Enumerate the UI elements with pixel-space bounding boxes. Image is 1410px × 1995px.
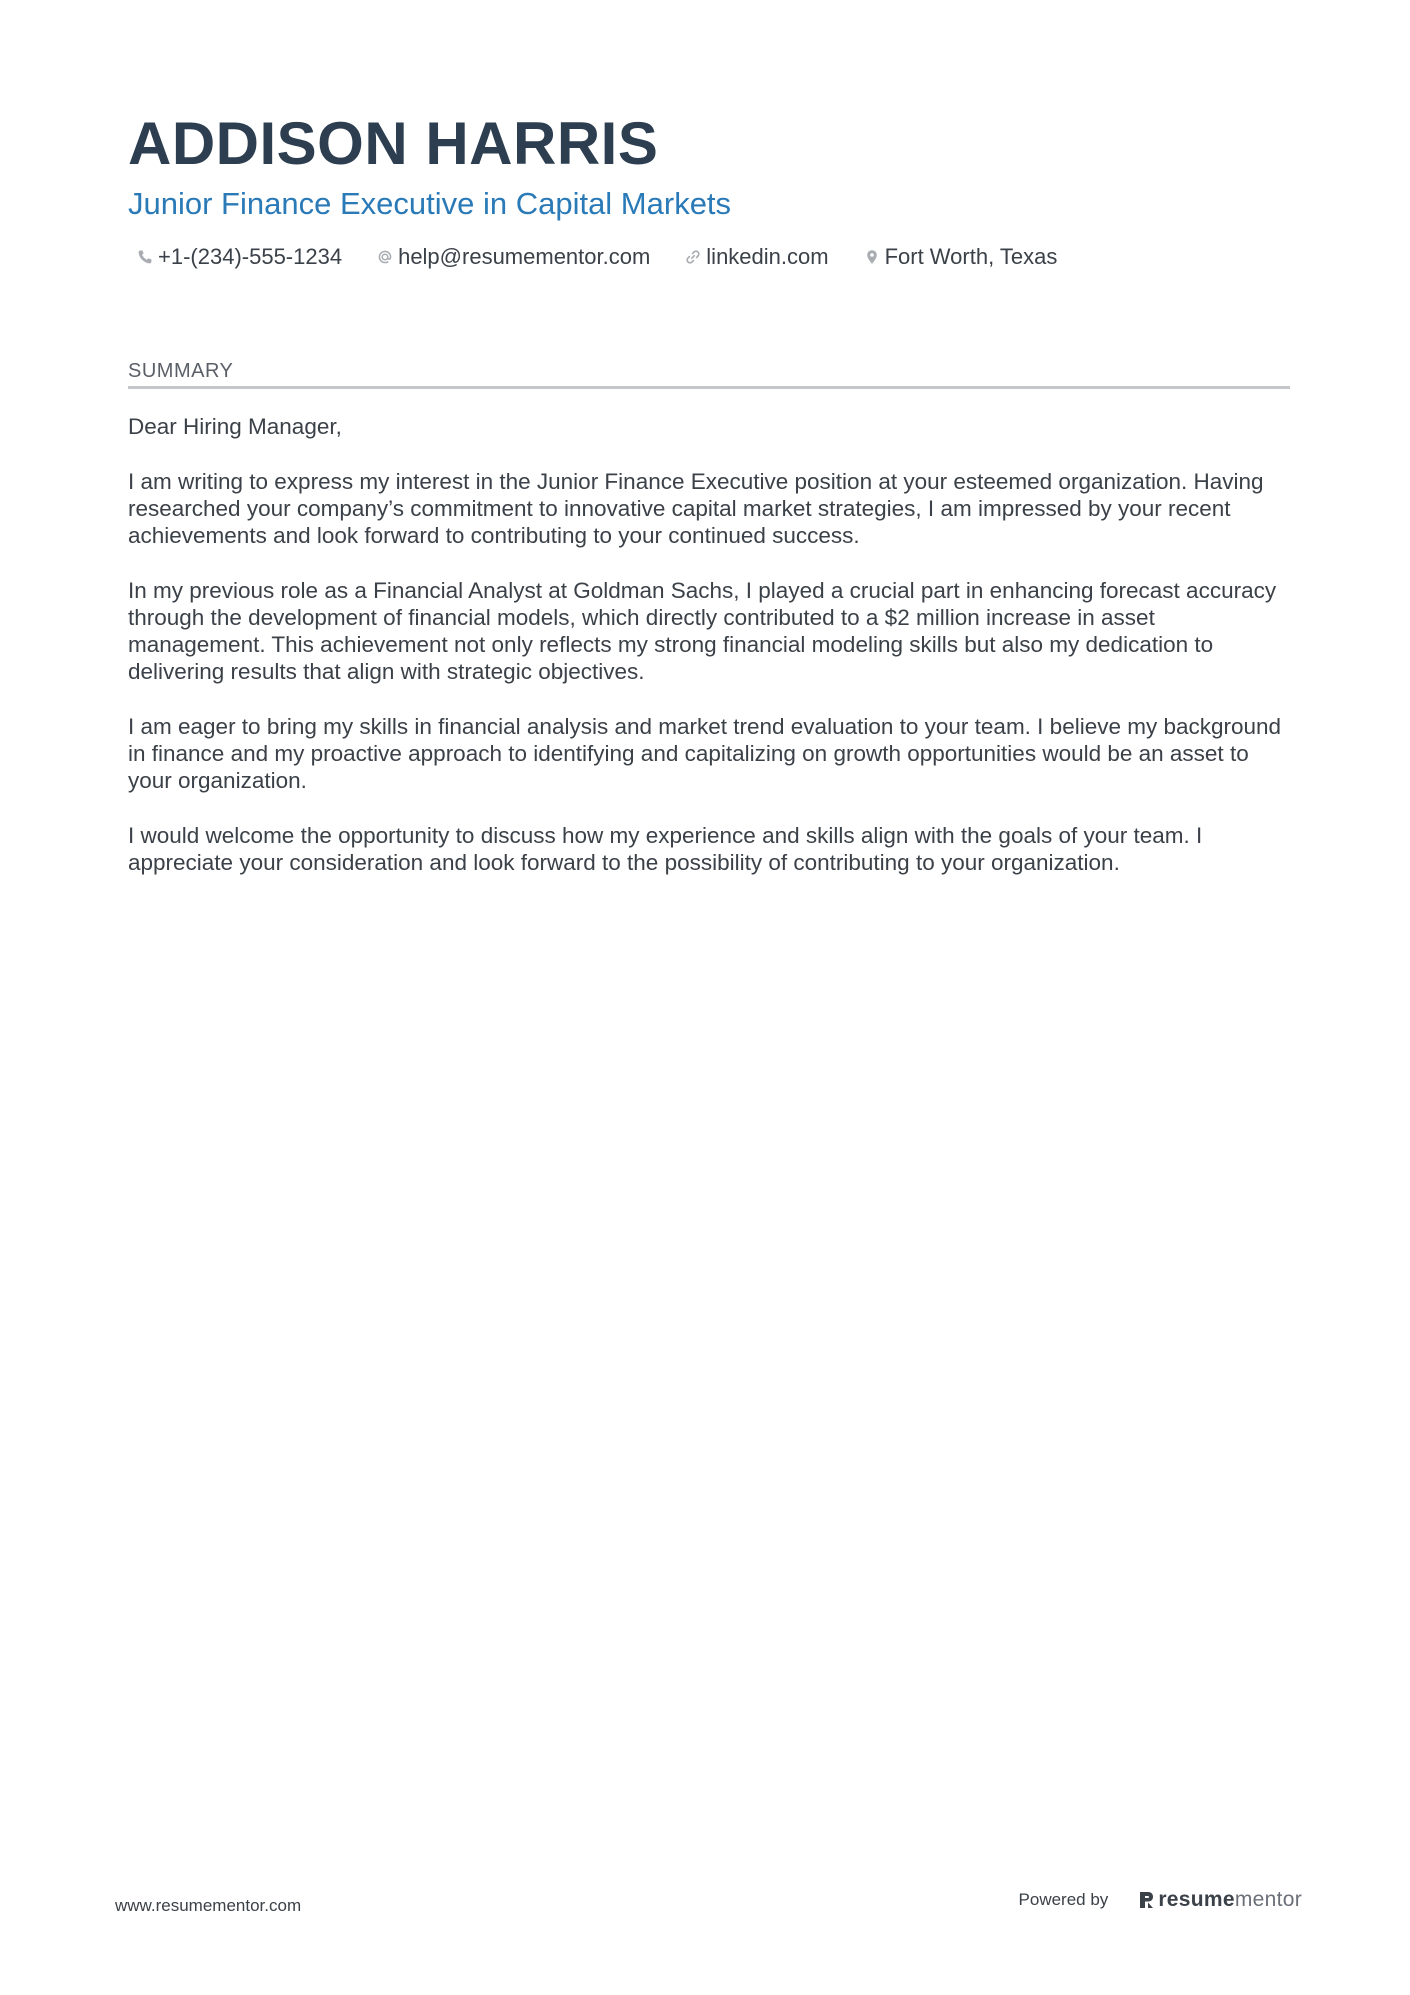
contact-phone[interactable]	[128, 244, 342, 270]
contact-website-text: linkedin.com	[706, 244, 829, 269]
header	[128, 108, 1288, 270]
letter-paragraph: I would welcome the opportunity to discuss how my experience and skills align with the goals of your team. I appreciate your consideration and look forward to the possibility of contributing to your organization.	[128, 823, 1203, 875]
resumementor-logo-icon	[1138, 1890, 1154, 1910]
brand-name-bold: resume	[1158, 1888, 1235, 1911]
summary-section	[128, 360, 1290, 904]
contact-email-text: help@resumementor.com	[398, 244, 651, 269]
brand-logo[interactable]	[1138, 1888, 1302, 1912]
footer-website-link[interactable]: www.resumementor.com	[115, 1896, 302, 1915]
link-icon	[684, 248, 702, 266]
contact-website[interactable]	[676, 244, 828, 270]
powered-by-label: Powered by	[1018, 1890, 1109, 1909]
contact-location-text: Fort Worth, Texas	[884, 244, 1058, 269]
contact-email[interactable]	[368, 244, 650, 270]
letter-paragraph: In my previous role as a Financial Analyst at Goldman Sachs, I played a crucial part in enhancing forecast accuracy through the development of financial models, which directly contributed to a $2 million increase in asset management. This achievement not only reflects my strong financial modeling skills but also my dedication to delivering results that align with strategic objectives.	[128, 578, 1277, 684]
map-pin-icon	[863, 248, 881, 266]
contact-bar	[128, 244, 1288, 270]
footer-branding	[1019, 1888, 1302, 1912]
contact-location	[855, 244, 1058, 270]
cover-letter-body	[128, 413, 1290, 876]
letter-paragraph: I am eager to bring my skills in financial analysis and market trend evaluation to your team. I believe my background in finance and my proactive approach to identifying and capitalizing on growth opportunities would be an asset to your organization.	[128, 714, 1282, 793]
contact-phone-text: +1-(234)-555-1234	[158, 244, 343, 269]
letter-greeting: Dear Hiring Manager,	[128, 414, 342, 439]
job-title: Junior Finance Executive in Capital Markets	[128, 186, 732, 221]
candidate-name: ADDISON HARRIS	[128, 110, 659, 177]
letter-paragraph: I am writing to express my interest in the Junior Finance Executive position at your esteemed organization. Having researched your company’s commitment to innovative capital market strategies, I am impressed by your recent achievements and look forward to contributing to your continued success.	[128, 469, 1264, 548]
at-icon	[376, 248, 394, 266]
phone-icon	[136, 248, 154, 266]
section-heading: SUMMARY	[128, 360, 1290, 389]
brand-name-light: mentor	[1234, 1888, 1302, 1911]
